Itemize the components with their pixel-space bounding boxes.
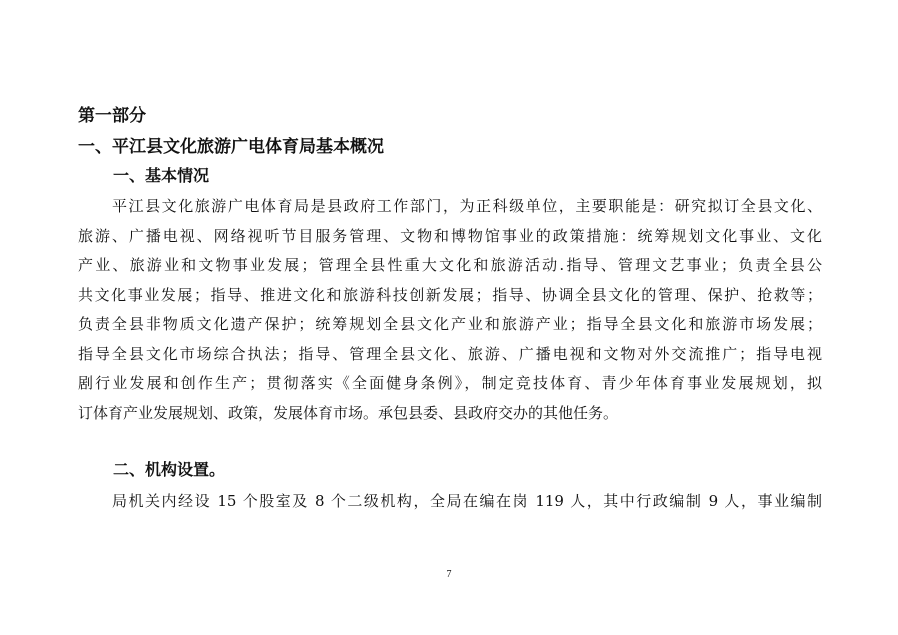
paragraph-line: 共文化事业发展；指导、推进文化和旅游科技创新发展；指导、协调全县文化的管理、保护、抢救等； [78,285,822,304]
paragraph-line: 指导全县文化市场综合执法；指导、管理全县文化、旅游、广播电视和文物对外交流推广；指导电视 [78,344,822,363]
part-title: 第一部分 [78,106,146,126]
basic-info-heading: 一、基本情况 [113,166,210,185]
organization-heading: 二、机构设置。 [113,460,226,479]
paragraph-line: 局机关内经设 15 个股室及 8 个二级机构，全局在编在岗 119 人，其中行政编制 9 人，事业编制 [112,492,822,510]
paragraph-line: 旅游、广播电视、网络视听节目服务管理、文物和博物馆事业的政策措施：统筹规划文化事业、文化 [78,226,822,245]
paragraph-line: 剧行业发展和创作生产；贯彻落实《全面健身条例》，制定竞技体育、青少年体育事业发展规划，拟 [78,374,822,392]
paragraph-line: 负责全县非物质文化遗产保护；统筹规划全县文化产业和旅游产业；指导全县文化和旅游市场发展； [78,315,822,333]
organization-paragraph [78,487,822,517]
paragraph-line: 订体育产业发展规划、政策，发展体育市场。承包县委、县政府交办的其他任务。 [78,403,619,422]
page-number: 7 [446,569,452,580]
paragraph-line: 平江县文化旅游广电体育局是县政府工作部门，为正科级单位，主要职能是：研究拟订全县文化、 [112,197,822,215]
basic-info-paragraph [78,192,822,428]
section-title: 一、平江县文化旅游广电体育局基本概况 [78,137,384,157]
paragraph-line: 产业、旅游业和文物事业发展；管理全县性重大文化和旅游活动.指导、管理文艺事业；负责全县公 [78,256,822,274]
